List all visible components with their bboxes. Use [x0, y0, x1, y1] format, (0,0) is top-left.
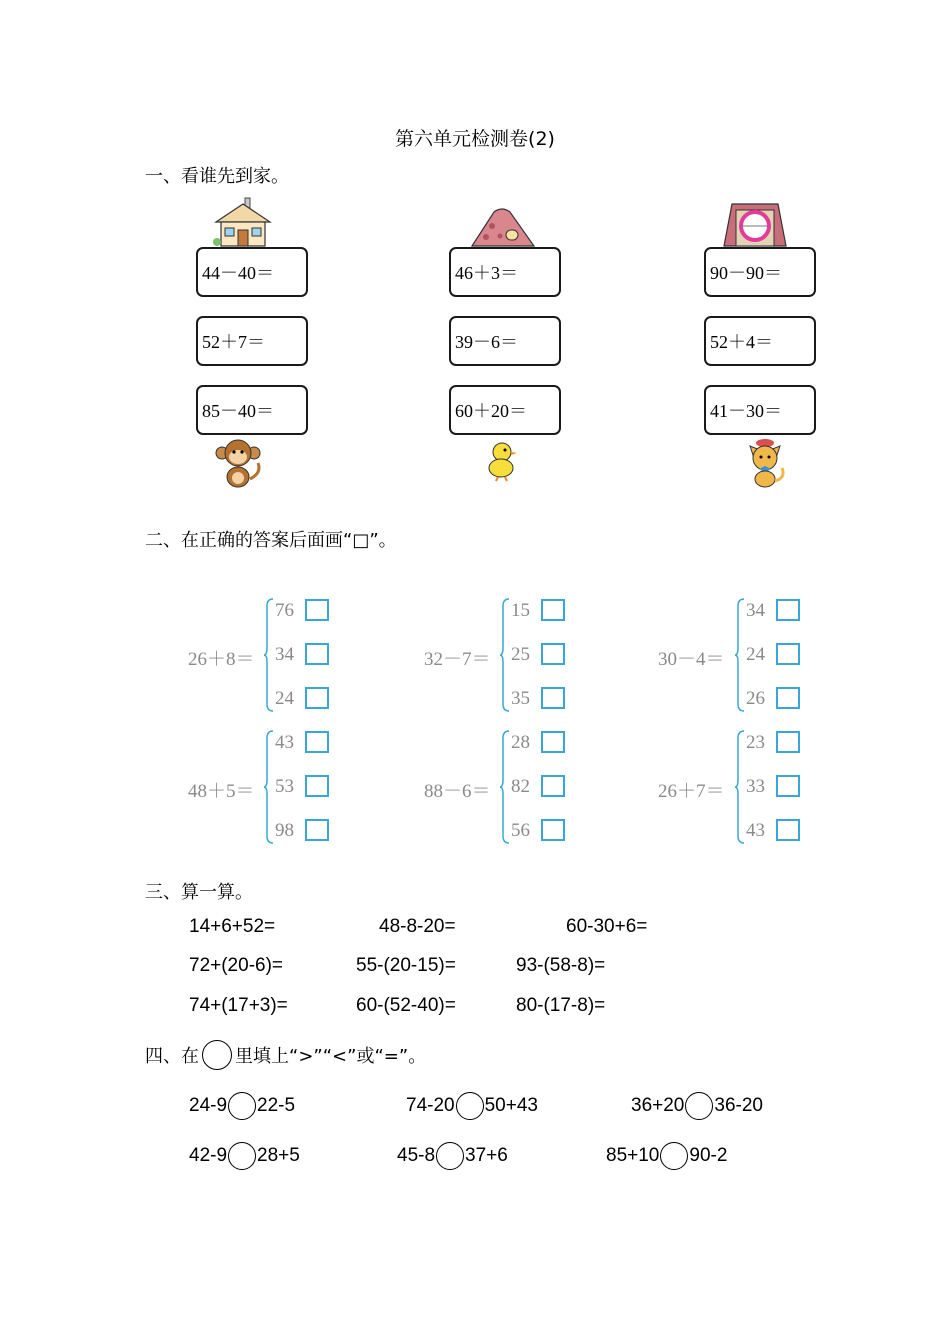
choice-expression: 88－6＝	[424, 781, 491, 802]
answer-checkbox[interactable]	[305, 775, 329, 797]
choice-option: 15	[511, 600, 530, 621]
answer-checkbox[interactable]	[776, 731, 800, 753]
choice-expression: 32－7＝	[424, 649, 491, 670]
choice-option: 34	[746, 600, 765, 621]
compare-left: 36+20	[631, 1095, 685, 1116]
compare-left: 24-9	[189, 1095, 228, 1116]
calc-expression: 80-(17-8)=	[516, 995, 606, 1016]
choice-option: 43	[275, 732, 294, 753]
answer-checkbox[interactable]	[541, 643, 565, 665]
round-window-house-icon	[722, 200, 788, 248]
calc-expression: 55-(20-15)=	[356, 955, 456, 976]
compare-item	[397, 1142, 508, 1170]
compare-right: 90-2	[689, 1145, 728, 1166]
compare-item	[189, 1092, 295, 1120]
choice-option: 28	[511, 732, 530, 753]
answer-checkbox[interactable]	[305, 819, 329, 841]
house-icon	[212, 196, 274, 248]
brace-icon	[264, 730, 274, 844]
compare-circle[interactable]	[436, 1142, 464, 1170]
answer-checkbox[interactable]	[541, 599, 565, 621]
mushroom-house-icon	[468, 206, 536, 248]
equation-box: 52＋7＝	[196, 316, 308, 366]
choice-option: 23	[746, 732, 765, 753]
chick-icon	[484, 440, 522, 482]
choice-expression: 26＋8＝	[188, 649, 255, 670]
choice-option: 26	[746, 688, 765, 709]
calc-expression: 74+(17+3)=	[189, 995, 288, 1016]
compare-right: 36-20	[714, 1095, 763, 1116]
calc-expression: 14+6+52=	[189, 916, 276, 937]
compare-left: 42-9	[189, 1145, 228, 1166]
answer-checkbox[interactable]	[776, 599, 800, 621]
answer-checkbox[interactable]	[776, 775, 800, 797]
compare-left: 45-8	[397, 1145, 436, 1166]
equation-box: 41－30＝	[704, 385, 816, 435]
choice-option: 35	[511, 688, 530, 709]
equation-box: 39－6＝	[449, 316, 561, 366]
section1-heading: 一、看谁先到家。	[145, 166, 289, 187]
answer-checkbox[interactable]	[305, 599, 329, 621]
equation-box: 44－40＝	[196, 247, 308, 297]
calc-expression: 48-8-20=	[379, 916, 456, 937]
choice-option: 33	[746, 776, 765, 797]
choice-option: 24	[746, 644, 765, 665]
compare-right: 22-5	[257, 1095, 296, 1116]
section4-heading-start: 四、在	[145, 1046, 199, 1067]
section4-heading	[145, 1040, 426, 1070]
monkey-icon	[214, 437, 264, 489]
answer-checkbox[interactable]	[776, 687, 800, 709]
equation-box: 46＋3＝	[449, 247, 561, 297]
compare-item	[606, 1142, 727, 1170]
calc-expression: 60-(52-40)=	[356, 995, 456, 1016]
page-title: 第六单元检测卷(2)	[395, 128, 555, 150]
choice-option: 25	[511, 644, 530, 665]
choice-option: 82	[511, 776, 530, 797]
compare-circle[interactable]	[685, 1092, 713, 1120]
calc-expression: 60-30+6=	[566, 916, 648, 937]
circle-icon	[202, 1040, 232, 1070]
choice-expression: 30－4＝	[658, 649, 725, 670]
compare-right: 28+5	[257, 1145, 300, 1166]
compare-circle[interactable]	[228, 1142, 256, 1170]
compare-item	[406, 1092, 538, 1120]
compare-left: 85+10	[606, 1145, 660, 1166]
choice-expression: 48＋5＝	[188, 781, 255, 802]
compare-item	[189, 1142, 300, 1170]
choice-option: 24	[275, 688, 294, 709]
choice-option: 98	[275, 820, 294, 841]
brace-icon	[735, 730, 745, 844]
choice-expression: 26＋7＝	[658, 781, 725, 802]
brace-icon	[735, 598, 745, 712]
compare-item	[631, 1092, 763, 1120]
answer-checkbox[interactable]	[776, 819, 800, 841]
answer-checkbox[interactable]	[541, 687, 565, 709]
brace-icon	[500, 598, 510, 712]
brace-icon	[264, 598, 274, 712]
answer-checkbox[interactable]	[305, 731, 329, 753]
brace-icon	[500, 730, 510, 844]
answer-checkbox[interactable]	[541, 775, 565, 797]
compare-right: 37+6	[465, 1145, 508, 1166]
section4-heading-end: 里填上“>”“<”或“=”。	[235, 1046, 427, 1067]
cat-icon	[742, 436, 788, 488]
choice-option: 43	[746, 820, 765, 841]
equation-box: 52＋4＝	[704, 316, 816, 366]
answer-checkbox[interactable]	[541, 731, 565, 753]
equation-box: 85－40＝	[196, 385, 308, 435]
section3-heading: 三、算一算。	[145, 882, 253, 903]
compare-circle[interactable]	[660, 1142, 688, 1170]
section2-heading: 二、在正确的答案后面画“□”。	[145, 530, 397, 551]
answer-checkbox[interactable]	[776, 643, 800, 665]
answer-checkbox[interactable]	[305, 687, 329, 709]
calc-expression: 93-(58-8)=	[516, 955, 606, 976]
calc-expression: 72+(20-6)=	[189, 955, 284, 976]
compare-left: 74-20	[406, 1095, 455, 1116]
choice-option: 53	[275, 776, 294, 797]
choice-option: 76	[275, 600, 294, 621]
answer-checkbox[interactable]	[541, 819, 565, 841]
compare-circle[interactable]	[228, 1092, 256, 1120]
compare-circle[interactable]	[456, 1092, 484, 1120]
choice-option: 56	[511, 820, 530, 841]
choice-option: 34	[275, 644, 294, 665]
compare-right: 50+43	[484, 1095, 538, 1116]
equation-box: 60＋20＝	[449, 385, 561, 435]
equation-box: 90－90＝	[704, 247, 816, 297]
answer-checkbox[interactable]	[305, 643, 329, 665]
